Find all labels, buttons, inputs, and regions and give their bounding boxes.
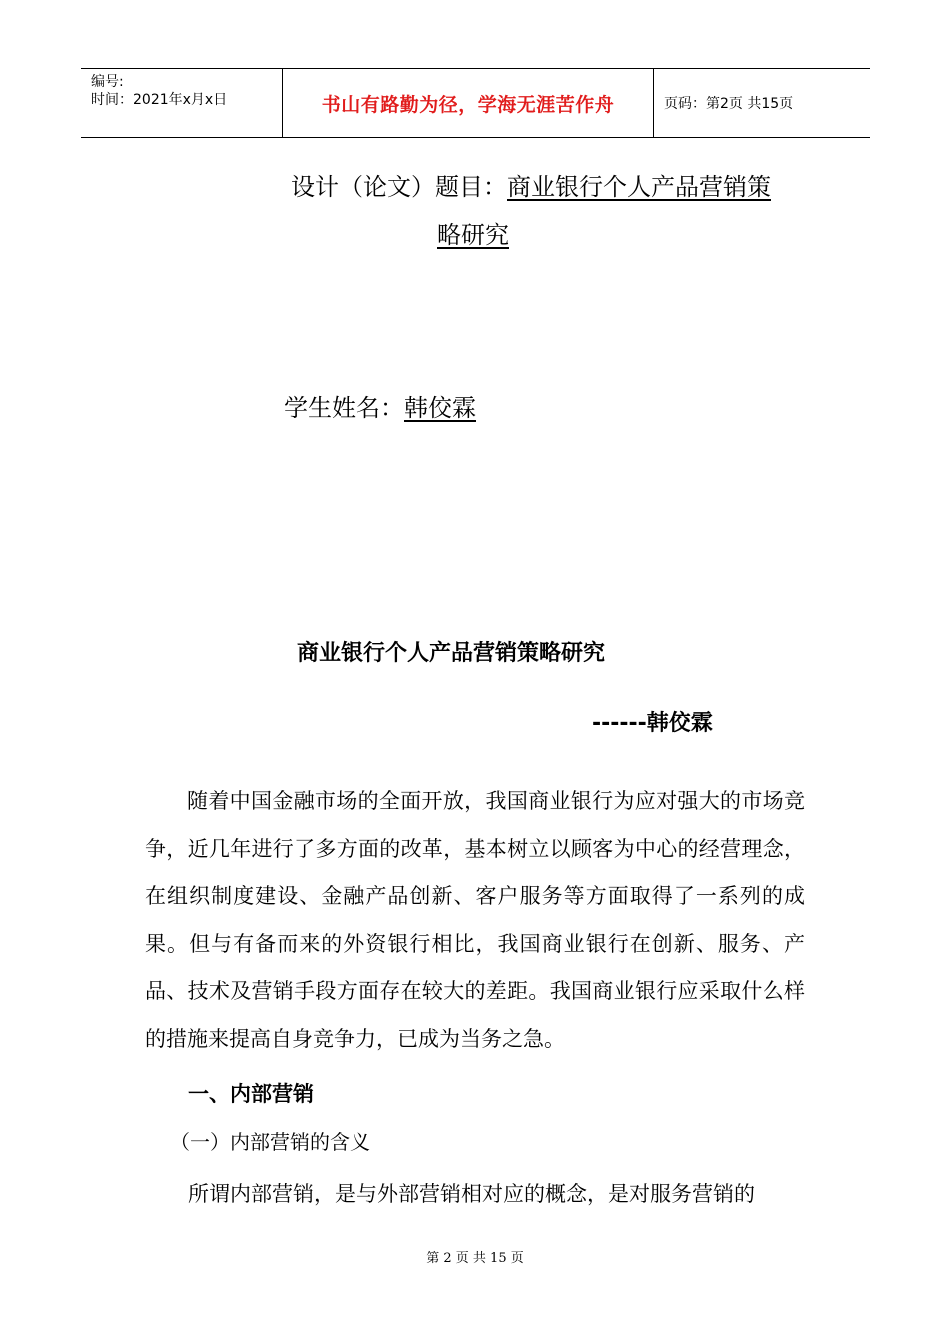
thesis-title-text-continued: 略研究 <box>437 221 509 249</box>
page-footer: 第 2 页 共 15 页 <box>426 1251 524 1266</box>
thesis-title-line2 <box>437 220 509 250</box>
thesis-title-line1 <box>291 172 771 202</box>
student-name-line <box>284 393 476 423</box>
time-label: 时间：2021年x月x日 <box>91 92 228 108</box>
article-title: 商业银行个人产品营销策略研究 <box>297 641 606 666</box>
header-page-code: 页码：第2页 共15页 <box>664 96 794 112</box>
subsection-heading: （一）内部营销的含义 <box>170 1130 370 1154</box>
student-name: 韩佼霖 <box>404 394 476 422</box>
header-motto: 书山有路勤为径，学海无涯苦作舟 <box>282 69 654 137</box>
header-left-cell <box>81 69 282 137</box>
thesis-title-text: 商业银行个人产品营销策 <box>507 173 771 201</box>
section-heading: 一、内部营销 <box>188 1082 314 1106</box>
number-label: 编号: <box>91 74 124 90</box>
article-author: ------韩佼霖 <box>592 711 713 736</box>
intro-paragraph: 随着中国金融市场的全面开放，我国商业银行为应对强大的市场竞争，近几年进行了多方面的改革，基本树立以顾客为中心的经营理念，在组织制度建设、金融产品创新、客户服务等方面取得了一系列的成果。但与有备而来的外资银行相比，我国商业银行在创新、服务、产品、技术及营销手段方面存在较大的差距。我国商业银行应采取什么样的措施来提高自身竞争力，已成为当务之急。 <box>145 789 805 1051</box>
paragraph-start: 所谓内部营销，是与外部营销相对应的概念，是对服务营销的 <box>188 1182 755 1206</box>
student-name-label: 学生姓名： <box>284 394 404 422</box>
document-header <box>81 68 870 138</box>
thesis-title-label: 设计（论文）题目： <box>291 173 507 201</box>
